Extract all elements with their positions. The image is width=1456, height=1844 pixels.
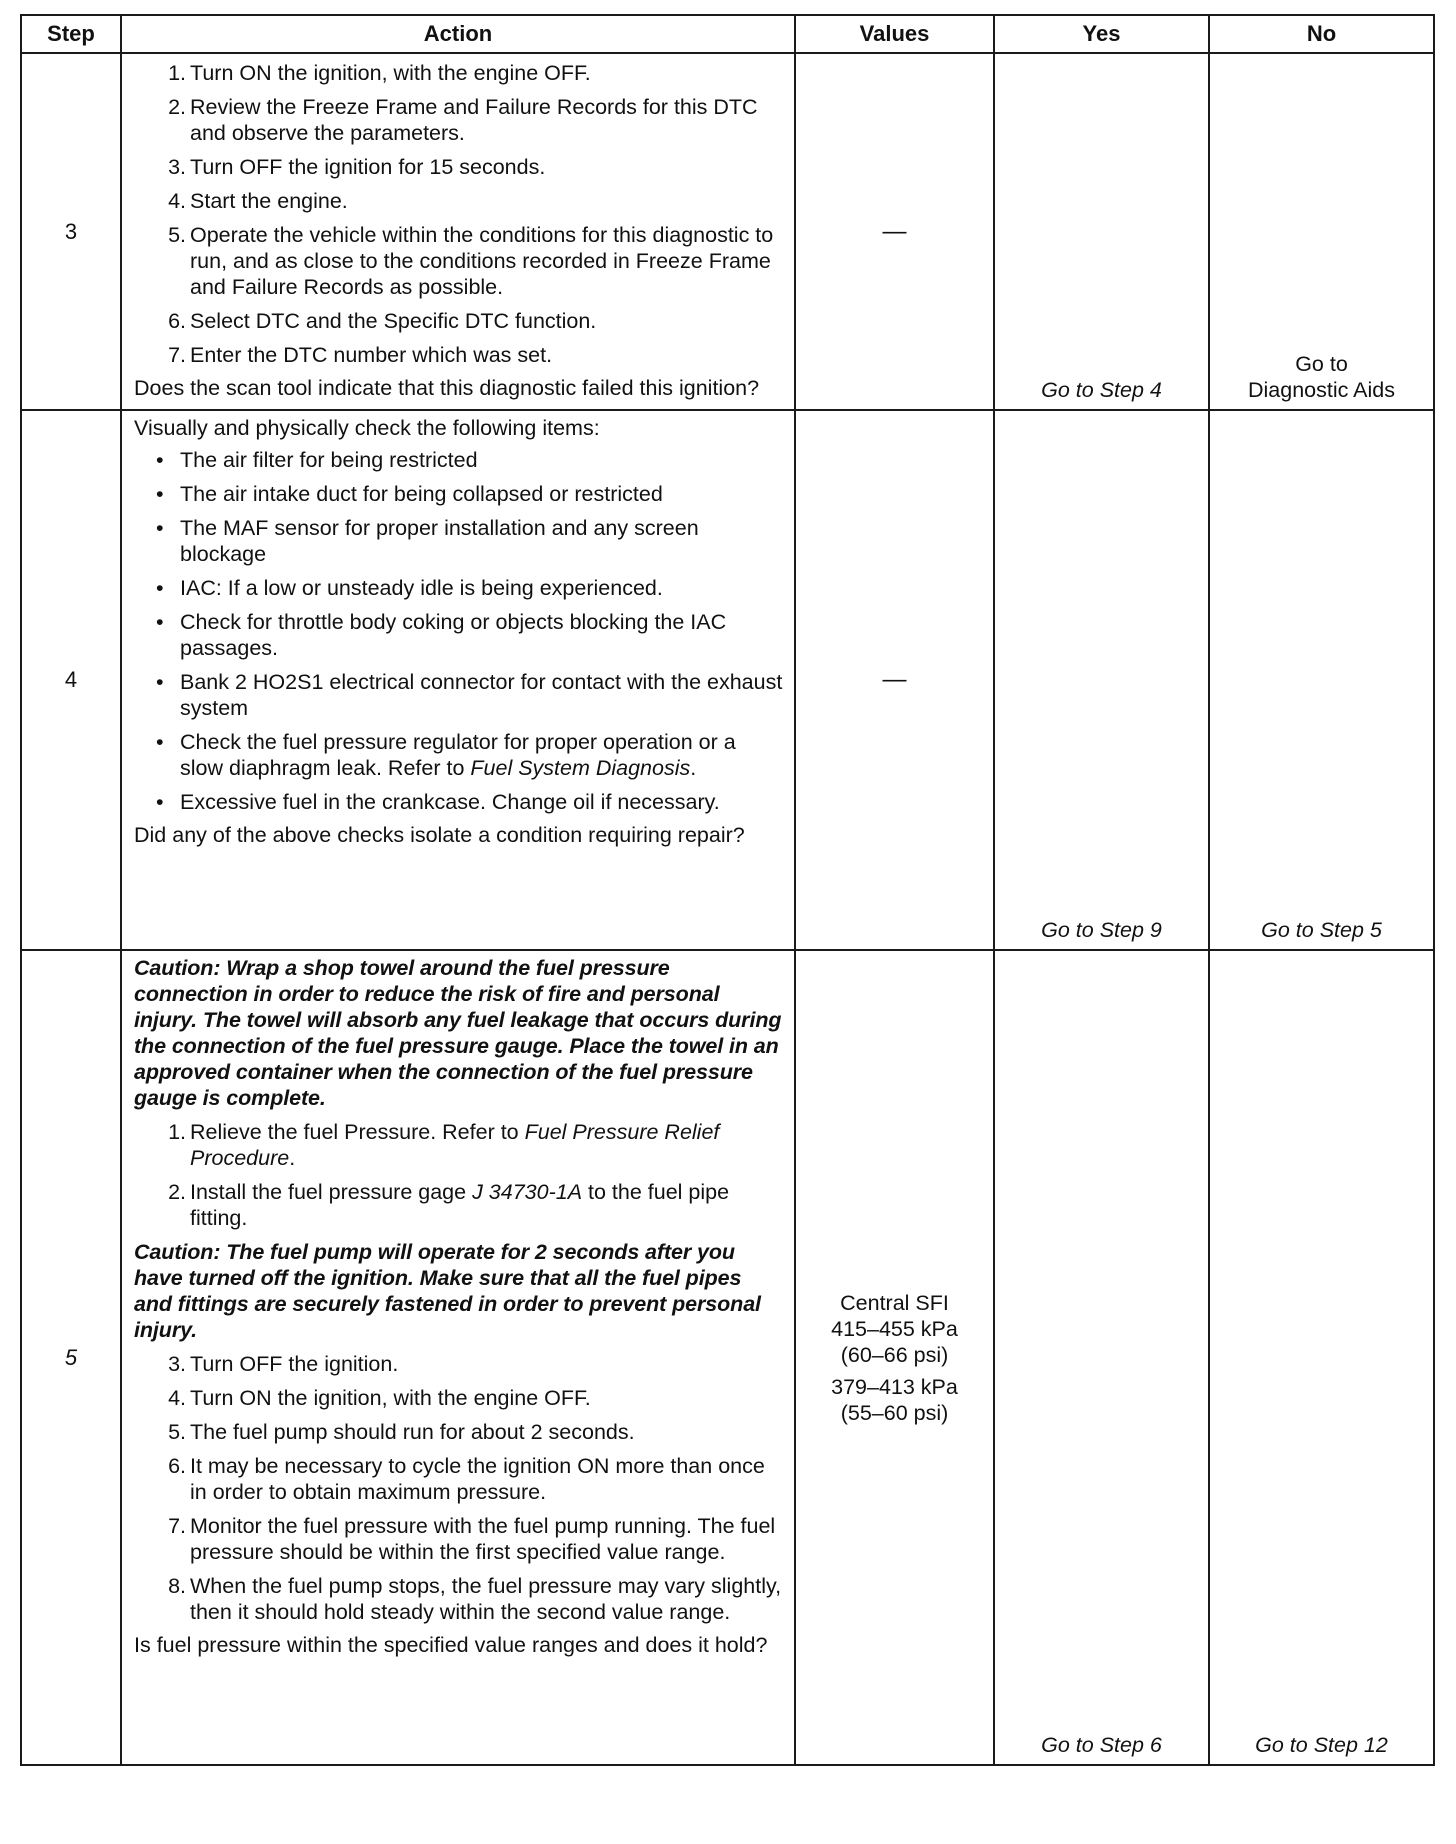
list-item: 1. Relieve the fuel Pressure. Refer to Fuel Pressure Relief Procedure. [168, 1120, 720, 1170]
header-step: Step [21, 15, 121, 53]
action-intro: Visually and physically check the following items: [134, 416, 600, 440]
no-link[interactable]: Go to Step 5 [1261, 918, 1382, 942]
step-number: 5 [21, 950, 121, 1765]
list-item: • Excessive fuel in the crankcase. Change oil if necessary. [134, 789, 784, 815]
action-steps [134, 60, 784, 368]
no-link[interactable]: Go to Step 12 [1255, 1733, 1388, 1757]
caution-note: Caution: Wrap a shop towel around the fuel pressure connection in order to reduce the risk of fire and personal injury. The towel will absorb any fuel leakage that occurs during the connection of the fuel pressure gauge. Place the towel in an approved container when the connection of the fuel pressure gauge is complete. [134, 956, 782, 1110]
list-item: 3. Turn OFF the ignition for 15 seconds. [168, 155, 546, 179]
yes-link[interactable]: Go to Step 9 [1041, 918, 1162, 942]
action-cell [121, 950, 795, 1765]
header-values: Values [795, 15, 994, 53]
header-no: No [1209, 15, 1434, 53]
list-item: • The air filter for being restricted [134, 447, 784, 473]
values-dash: — [882, 666, 907, 693]
values-range2-kpa: 379–413 kPa [831, 1374, 958, 1399]
tool-reference: J 34730-1A [472, 1180, 583, 1204]
values-cell [795, 410, 994, 950]
yes-cell [994, 410, 1209, 950]
list-item: • The MAF sensor for proper installation and any screen blockage [134, 515, 784, 567]
yes-cell [994, 950, 1209, 1765]
table-row-step-4 [21, 410, 1434, 950]
list-item: 6. It may be necessary to cycle the ignition ON more than once in order to obtain maximum pressure. [168, 1454, 765, 1504]
list-item: 5. Operate the vehicle within the conditions for this diagnostic to run, and as close to the conditions recorded in Freeze Frame and Failure Records as possible. [168, 223, 774, 299]
list-item: • IAC: If a low or unsteady idle is being experienced. [134, 575, 784, 601]
diagnostic-table [20, 14, 1435, 1766]
list-item: 1. Turn ON the ignition, with the engine OFF. [168, 61, 591, 85]
header-action: Action [121, 15, 795, 53]
list-item: 7. Enter the DTC number which was set. [168, 343, 553, 367]
list-item: • Check the fuel pressure regulator for proper operation or a slow diaphragm leak. Refer to Fuel System Diagnosis. [134, 729, 784, 781]
step-number: 3 [21, 53, 121, 410]
list-item: 2. Review the Freeze Frame and Failure Records for this DTC and observe the parameters. [168, 95, 758, 145]
action-question: Did any of the above checks isolate a condition requiring repair? [134, 823, 745, 847]
action-cell [121, 410, 795, 950]
list-item: • Bank 2 HO2S1 electrical connector for contact with the exhaust system [134, 669, 784, 721]
header-yes: Yes [994, 15, 1209, 53]
check-items [134, 447, 784, 815]
yes-cell [994, 53, 1209, 410]
action-steps [134, 1119, 784, 1231]
list-item: • The air intake duct for being collapsed or restricted [134, 481, 784, 507]
header-row [21, 15, 1434, 53]
values-range1-psi: (60–66 psi) [840, 1342, 949, 1367]
values-dash: — [882, 217, 907, 245]
no-cell [1209, 410, 1434, 950]
list-item: 6. Select DTC and the Specific DTC function. [168, 309, 597, 333]
action-question: Is fuel pressure within the specified value ranges and does it hold? [134, 1633, 768, 1657]
list-item: 4. Turn ON the ignition, with the engine OFF. [168, 1386, 591, 1410]
list-item: 2. Install the fuel pressure gage J 34730-1A to the fuel pipe fitting. [168, 1180, 730, 1230]
no-cell [1209, 53, 1434, 410]
list-item: 5. The fuel pump should run for about 2 seconds. [168, 1420, 635, 1444]
yes-link[interactable]: Go to Step 4 [1041, 378, 1162, 402]
reference-link[interactable]: Fuel System Diagnosis [470, 756, 691, 780]
list-item: 3. Turn OFF the ignition. [168, 1352, 399, 1376]
action-cell [121, 53, 795, 410]
reference-link[interactable]: Fuel Pressure Relief Procedure [190, 1120, 720, 1170]
values-label: Central SFI [840, 1290, 949, 1315]
no-link-line1[interactable]: Go to [1295, 352, 1348, 376]
values-cell [795, 950, 994, 1765]
caution-note: Caution: The fuel pump will operate for 2 seconds after you have turned off the ignition. Make sure that all the fuel pipes and fittings are securely fastened in order to prevent personal injury. [134, 1240, 761, 1342]
action-steps [134, 1351, 784, 1625]
action-question: Does the scan tool indicate that this diagnostic failed this ignition? [134, 376, 760, 400]
values-range1-kpa: 415–455 kPa [831, 1316, 958, 1341]
table-row-step-3 [21, 53, 1434, 410]
list-item: 8. When the fuel pump stops, the fuel pressure may vary slightly, then it should hold steady within the second value range. [168, 1574, 782, 1624]
values-cell [795, 53, 994, 410]
list-item: 7. Monitor the fuel pressure with the fuel pump running. The fuel pressure should be within the first specified value range. [168, 1514, 776, 1564]
no-link-line2[interactable]: Diagnostic Aids [1248, 378, 1395, 402]
step-number: 4 [21, 410, 121, 950]
list-item: • Check for throttle body coking or objects blocking the IAC passages. [134, 609, 784, 661]
no-cell [1209, 950, 1434, 1765]
yes-link[interactable]: Go to Step 6 [1041, 1733, 1162, 1757]
list-item: 4. Start the engine. [168, 189, 348, 213]
values-range2-psi: (55–60 psi) [840, 1400, 949, 1425]
table-row-step-5 [21, 950, 1434, 1765]
